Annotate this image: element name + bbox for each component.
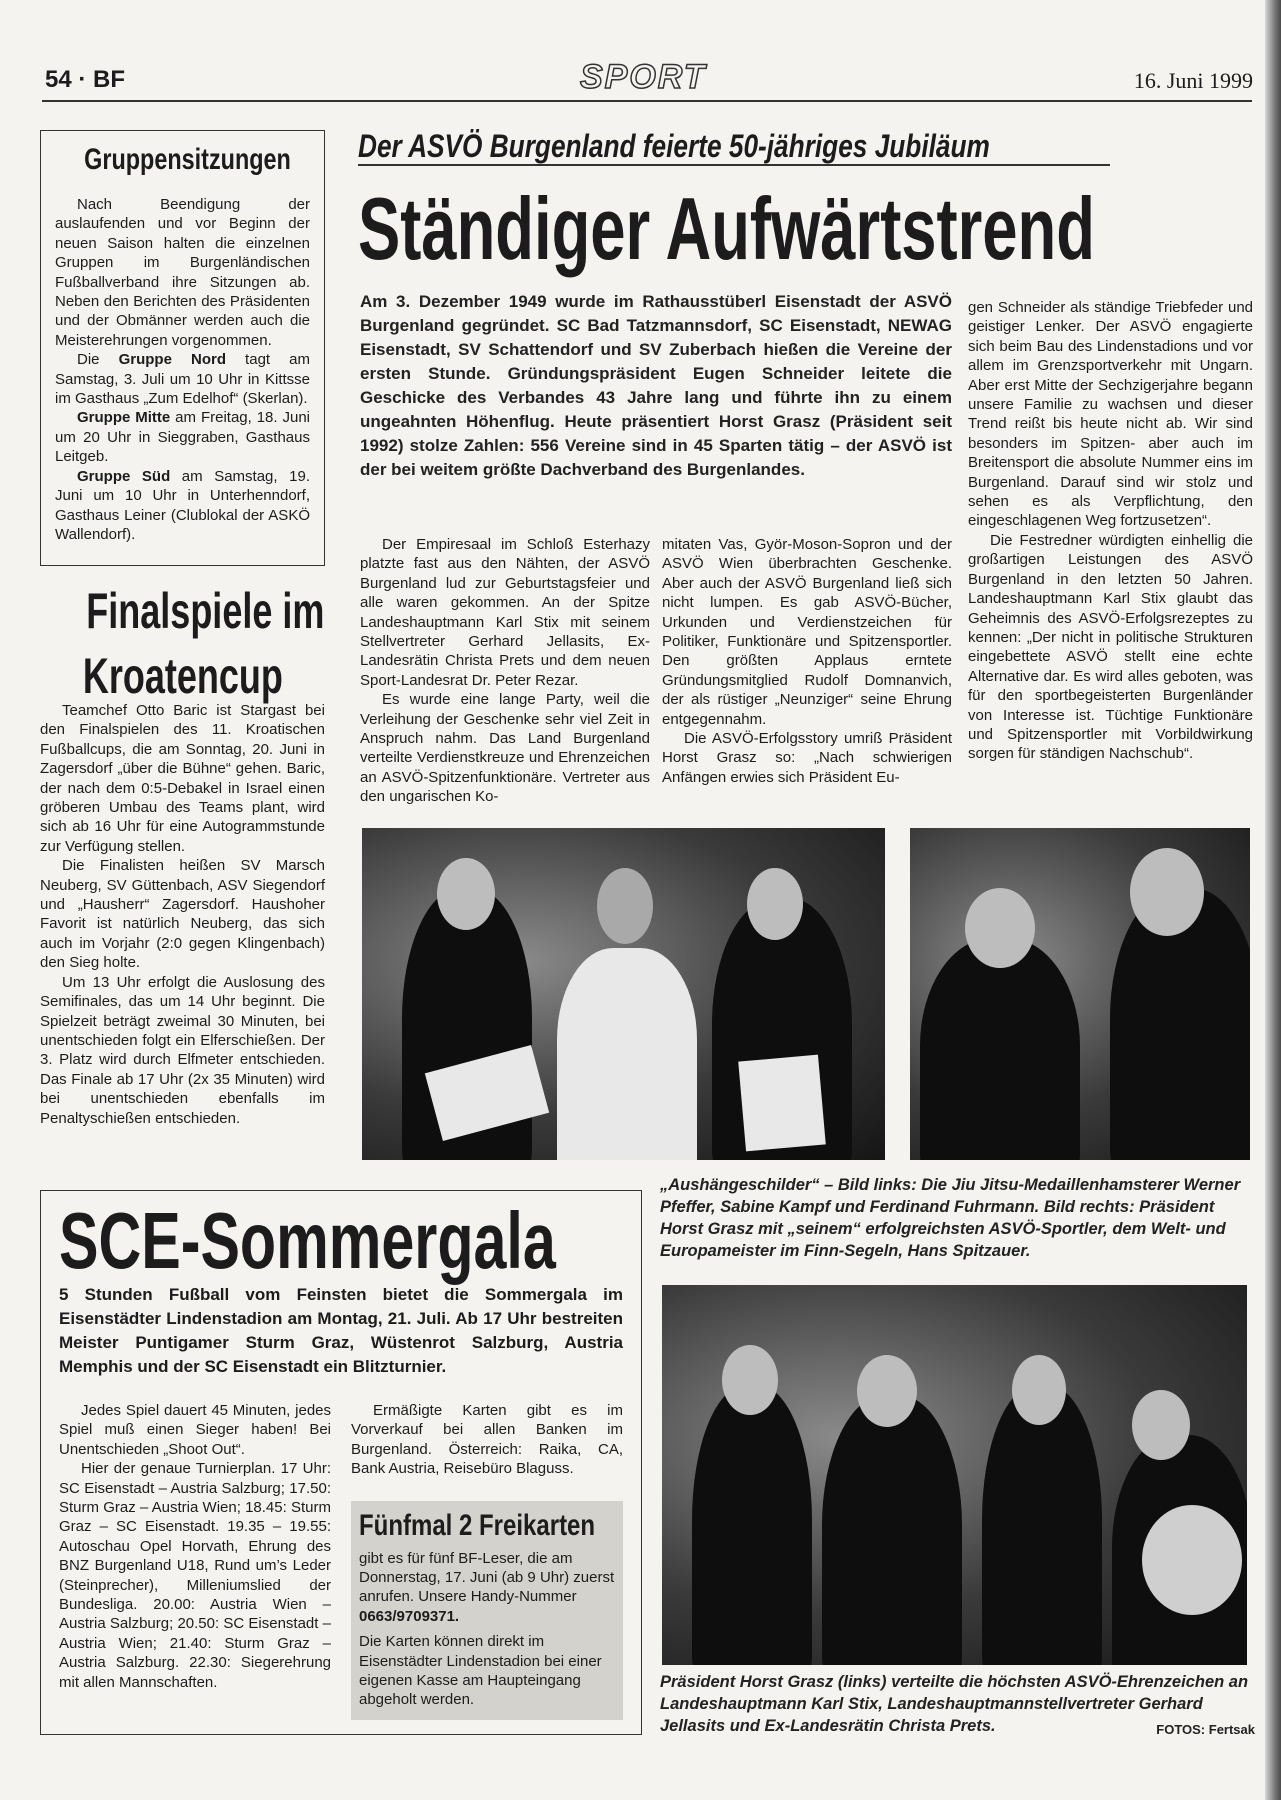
scan-edge <box>1265 0 1281 1800</box>
phone-number: 0663/9709371. <box>359 1607 460 1625</box>
paragraph <box>55 408 310 466</box>
group-name: Gruppe Nord <box>118 351 226 369</box>
text: tagt am Samstag, 3. Juli um 10 Uhr in Kittsse im Gasthaus „Zum Edelhof“ (Skerlan). <box>55 351 310 408</box>
kroatencup-article <box>40 585 325 1128</box>
paragraph: gen Schneider als ständige Triebfeder und geistiger Lenker. Der ASVÖ engagierte sich beim Bau des Lindenstadions und vor allem im Grenzsportverkehr mit Ungarn. Aber erst Mitte der Sechzigerjahre begann unsere Familie zu wachsen und dieser Trend reißt bis heute nicht ab. Wir sind besonders im Spitzen- aber auch im Breitensport die absolute Nummer eins im Burgenland. Darauf sind wir stolz und sehen es als Verpflichtung, den eingeschlagenen Weg fortzusetzen“. <box>968 299 1253 530</box>
header-rule <box>42 100 1252 102</box>
sommergala-box <box>40 1190 642 1735</box>
section-title: SPORT <box>580 58 707 96</box>
caption-top-photos: „Aushängeschilder“ – Bild links: Die Jiu Jitsu-Medaillenhamsterer Werner Pfeffer, Sabine Kampf und Ferdinand Fuhrmann. Bild rechts: Präsident Horst Grasz mit „seinem“ erfolgreichsten ASVÖ-Sportler, dem Welt- und Europameister im Finn-Segeln, Hans Spitzauer. <box>660 1176 1241 1260</box>
caption-text: Präsident Horst Grasz (links) verteilte die höchsten ASVÖ-Ehrenzeichen an Landeshauptmann Karl Stix, Landeshauptmannstellvertreter Gerhard Jellasits und Ex-Landesrätin Christa Prets. <box>660 1673 1249 1735</box>
paragraph: Um 13 Uhr erfolgt die Auslosung des Semifinales, das um 14 Uhr beginnt. Die Spielzeit beträgt zweimal 30 Minuten, bei unentschieden folgt ein Elferschießen. Der 3. Platz wird durch Elfmeter entschieden. Das Finale ab 17 Uhr (2x 35 Minuten) wird bei unentschieden ebenfalls im Penaltyschießen entschieden. <box>40 973 325 1127</box>
freikarten-promo <box>351 1501 623 1720</box>
photo-grasz-spitzauer <box>910 828 1250 1160</box>
gala-col2 <box>351 1401 623 1720</box>
headline: Ständiger Aufwärtstrend <box>358 179 1095 278</box>
kicker: Der ASVÖ Burgenland feierte 50-jähriges Jubiläum <box>358 128 990 164</box>
text: am Samstag, 19. Juni um 10 Uhr in Unterhenndorf, Gasthaus Leiner (Clublokal der ASKÖ Wallendorf). <box>55 467 310 543</box>
paragraph: Nach Beendigung der auslaufenden und vor Beginn der neuen Saison halten die einzelnen Gruppen im Burgenländischen Fußballverband ihre Sitzungen ab. Neben den Berichten des Präsidenten und der Obmänner werden auch die Meisterehrungen vorgenommen. <box>55 196 310 349</box>
paragraph: Der Empiresaal im Schloß Esterhazy platzte fast aus den Nähten, der ASVÖ Burgenland lud zur Geburtstagsfeier und alle waren gekommen. An der Spitze Landeshauptmann Karl Stix mit seinem Stellvertreter Gerhard Jellasits, Ex-Landesrätin Christa Prets und dem neuen Sport-Landesrat Dr. Peter Rezar. <box>360 536 650 689</box>
kroaten-title-line2: Kroatencup <box>82 648 283 704</box>
article-col3 <box>968 298 1253 764</box>
issue-date: 16. Juni 1999 <box>1133 68 1253 93</box>
page-number: 54 · BF <box>45 66 126 93</box>
text: Die <box>77 351 119 369</box>
gala-title: SCE-Sommergala <box>59 1196 556 1285</box>
paragraph: Die Finalisten heißen SV Marsch Neuberg, SV Güttenbach, ASV Siegendorf und „Hausherr“ Zagersdorf. Haushoher Favorit ist natürlich Neuberg, das sich auch im Vorjahr (2:0 gegen Klingenbach) den Sieg holte. <box>40 857 325 972</box>
group-name: Gruppe Süd <box>77 467 171 485</box>
paragraph: Es wurde eine lange Party, weil die Verleihung der Geschenke sehr viel Zeit in Anspruch nahm. Das Land Burgenland verteilte Verdienstkreuze und Ehrenzeichen an ASVÖ-Spitzenfunktionäre. Vertreter aus den ungarischen Ko- <box>360 691 650 806</box>
photo-credit: FOTOS: Fertsak <box>1156 1722 1255 1737</box>
headline-wrap <box>358 178 1258 278</box>
paragraph: mitaten Vas, Györ-Moson-Sopron und der ASVÖ Wien überbrachten Geschenke. Aber auch der ASVÖ Burgenland ließ sich nicht lumpen. Es gab ASVÖ-Bücher, Urkunden und Verdienstzeichen für Politiker, Funktionäre und Spitzensportler. Den größten Applaus erntete Gründungsmitglied Rudolf Domnanvich, der als rüstiger „Neunziger“ seine Ehrung entgegennahm. <box>662 536 952 728</box>
promo-title: Fünfmal 2 Freikarten <box>359 1508 596 1542</box>
lead-text: Am 3. Dezember 1949 wurde im Rathausstüberl Eisenstadt der ASVÖ Burgenland gegründet. SC Bad Tatzmannsdorf, SC Eisenstadt, NEWAG Eisenstadt, SV Schattendorf und SV Zuberbach hießen die Vereine der ersten Stunde. Gründungspräsident Eugen Schneider leitete die Geschicke des Verbandes 43 Jahre lang und führte ihn zu einem ungeahnten Höhenflug. Heute präsentiert Horst Grasz (Präsident seit 1992) stolze Zahlen: 556 Vereine sind in 45 Sparten tätig – der ASVÖ ist der bei weitem größte Dachverband des Burgenlandes. <box>360 292 952 479</box>
kroaten-text <box>40 701 325 1128</box>
group-name: Gruppe Mitte <box>77 409 171 427</box>
paragraph: Die Karten können direkt im Eisenstädter Lindenstadion bei einer eigenen Kasse am Haupteingang abgeholt werden. <box>359 1633 602 1709</box>
paragraph <box>55 350 310 408</box>
gala-lead: 5 Stunden Fußball vom Feinsten bietet die Sommergala im Eisenstädter Lindenstadion am Montag, 21. Juli. Ab 17 Uhr bestreiten Meister Puntigamer Sturm Graz, Wüstenrot Salzburg, Austria Memphis und der SC Eisenstadt ein Blitzturnier. <box>59 1285 623 1376</box>
kicker-wrap <box>358 128 1110 166</box>
article-col1 <box>360 535 650 807</box>
photo-honorees <box>662 1285 1247 1665</box>
paragraph: Die ASVÖ-Erfolgsstory umriß Präsident Horst Grasz so: „Nach schwierigen Anfängen erwies sich Präsident Eu- <box>662 730 952 786</box>
text: am Freitag, 18. Juni um 20 Uhr in Sieggraben, Gasthaus Leitgeb. <box>55 409 311 466</box>
gruppen-box <box>40 130 325 566</box>
gruppen-text <box>55 195 310 544</box>
paragraph: Hier der genaue Turnierplan. 17 Uhr: SC Eisenstadt – Austria Salzburg; 17.50: Sturm Graz – Austria Wien; 18.45: Sturm Graz – SC Eisenstadt. 19.35 – 19.55: Autoschau Opel Horvath, Ehrung des BNZ Burgenland U18, Rund um’s Leder (Steinprecher), Milleniumslied der Bundesliga. 20.00: Austria Wien – Austria Salzburg; 20.50: SC Eisenstadt – Austria Wien; 21.40: Sturm Graz – Austria Salzburg. 22.30: Siegerehrung mit allen Mannschaften. <box>59 1460 331 1691</box>
gruppen-title: Gruppensitzungen <box>84 143 291 176</box>
paragraph <box>359 1549 615 1627</box>
paragraph: Jedes Spiel dauert 45 Minuten, jedes Spiel muß einen Sieger haben! Bei Unentschieden „Shoot Out“. <box>59 1402 331 1458</box>
paragraph: Teamchef Otto Baric ist Stargast bei den Finalspielen des 11. Kroatischen Fußballcups, die am Sonntag, 20. Juni in Zagersdorf „über die Bühne“ gehen. Baric, der nach dem 0:5-Debakel in Israel einen gröberen Umbau des Teams plant, wird sich ab 16 Uhr für eine Autogrammstunde zur Verfügung stellen. <box>40 702 325 855</box>
caption-bottom-photo <box>660 1671 1255 1741</box>
photo-jiu-jitsu-athletes <box>362 828 885 1160</box>
article-col2 <box>662 535 952 787</box>
text: gibt es für fünf BF-Leser, die am Donnerstag, 17. Juni (ab 9 Uhr) zuerst anrufen. Unsere Handy-Nummer <box>359 1549 615 1606</box>
paragraph: Die Festredner würdigten einhellig die großartigen Leistungen des ASVÖ Burgenland in den letzten 50 Jahren. Landeshauptmann Karl Stix glaubt das Geheimnis des ASVÖ-Erfolgsrezeptes zu kennen: „Der nicht in politische Strukturen eingebettete ASVÖ stellt eine echte Alternative dar. Es wird alles geboten, was für den sportbegeisterten Burgenländer von Interesse ist. Tüchtige Funktionäre und Spitzensportler mit Vorbildwirkung sorgen für ständigen Nachschub“. <box>968 531 1253 763</box>
gala-col1 <box>59 1401 331 1692</box>
paragraph <box>55 467 310 545</box>
paragraph: Ermäßigte Karten gibt es im Vorverkauf bei allen Banken im Burgenland. Österreich: Raika, CA, Bank Austria, Reisebüro Blaguss. <box>351 1402 623 1478</box>
kroaten-title-line1: Finalspiele im <box>86 583 325 639</box>
